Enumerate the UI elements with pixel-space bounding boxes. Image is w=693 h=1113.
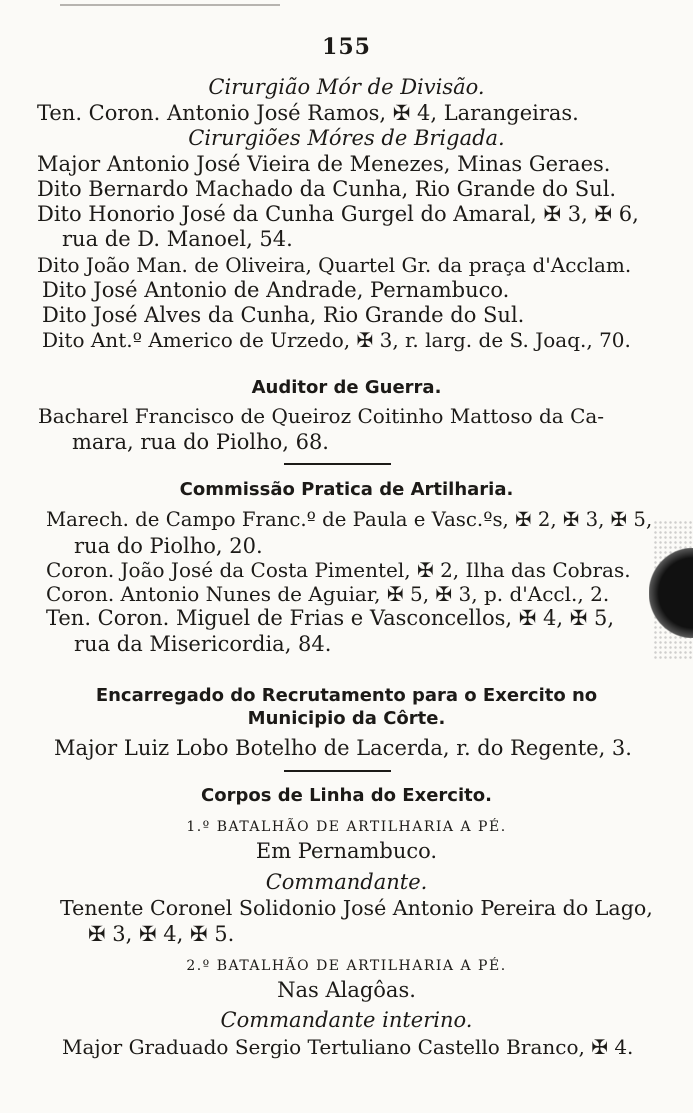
entry-line: Dito José Alves da Cunha, Rio Grande do Sul. (42, 303, 525, 327)
entry-line: Major Graduado Sergio Tertuliano Castello Branco, ✠ 4. (62, 1035, 634, 1059)
entry-line: Major Luiz Lobo Botelho de Lacerda, r. do Regente, 3. (54, 736, 632, 760)
entry-line: Dito Bernardo Machado da Cunha, Rio Grande do Sul. (37, 177, 617, 201)
heading-encarregado-cont: Municipio da Côrte. (247, 708, 446, 729)
entry-line: Tenente Coronel Solidonio José Antonio Pereira do Lago, (60, 896, 653, 920)
entry-line: Bacharel Francisco de Queiroz Coitinho Mattoso da Ca- (38, 404, 605, 428)
entry-line: mara, rua do Piolho, 68. (72, 430, 329, 454)
role-commandante-interino: Commandante interino. (220, 1008, 473, 1032)
entry-line: Coron. Antonio Nunes de Aguiar, ✠ 5, ✠ 3, p. d'Accl., 2. (46, 582, 610, 606)
subheading-batalhao-1: 1.º BATALHÃO DE ARTILHARIA A PÉ. (186, 819, 507, 835)
page-number: 155 (322, 34, 371, 60)
binding-hole (649, 548, 693, 638)
entry-line: rua de D. Manoel, 54. (62, 227, 293, 251)
entry-line: rua da Misericordia, 84. (74, 632, 332, 656)
entry-line: Dito João Man. de Oliveira, Quartel Gr. da praça d'Acclam. (37, 253, 632, 277)
entry-line: Ten. Coron. Miguel de Frias e Vasconcellos, ✠ 4, ✠ 5, (46, 606, 615, 630)
entry-line: Marech. de Campo Franc.º de Paula e Vasc.ºs, ✠ 2, ✠ 3, ✠ 5, (46, 508, 653, 531)
heading-corpos-de-linha: Corpos de Linha do Exercito. (201, 785, 492, 806)
entry-line: ✠ 3, ✠ 4, ✠ 5. (88, 922, 235, 946)
top-edge-mark (60, 4, 280, 6)
heading-auditor-de-guerra: Auditor de Guerra. (251, 377, 442, 398)
location-line: Em Pernambuco. (255, 839, 438, 863)
entry-line: Dito José Antonio de Andrade, Pernambuco. (42, 278, 510, 302)
location-line: Nas Alagôas. (277, 978, 416, 1002)
heading-cirurgiao-mor: Cirurgião Mór de Divisão. (208, 75, 485, 99)
heading-commissao-pratica: Commissão Pratica de Artilharia. (179, 479, 514, 500)
entry-line: Dito Honorio José da Cunha Gurgel do Amaral, ✠ 3, ✠ 6, (37, 202, 639, 226)
section-rule (284, 463, 391, 465)
section-rule (284, 770, 391, 772)
entry-line: Dito Ant.º Americo de Urzedo, ✠ 3, r. larg. de S. Joaq., 70. (42, 328, 631, 352)
subheading-batalhao-2: 2.º BATALHÃO DE ARTILHARIA A PÉ. (186, 958, 507, 974)
heading-encarregado: Encarregado do Recrutamento para o Exercito no (95, 685, 598, 706)
role-commandante: Commandante. (265, 870, 428, 894)
entry-line: Coron. João José da Costa Pimentel, ✠ 2, Ilha das Cobras. (46, 558, 631, 582)
entry-line: rua do Piolho, 20. (74, 534, 263, 558)
heading-cirurgioes-mores: Cirurgiões Móres de Brigada. (188, 126, 505, 150)
entry-line: Major Antonio José Vieira de Menezes, Minas Geraes. (37, 152, 611, 176)
entry-line: Ten. Coron. Antonio José Ramos, ✠ 4, Larangeiras. (37, 101, 579, 125)
